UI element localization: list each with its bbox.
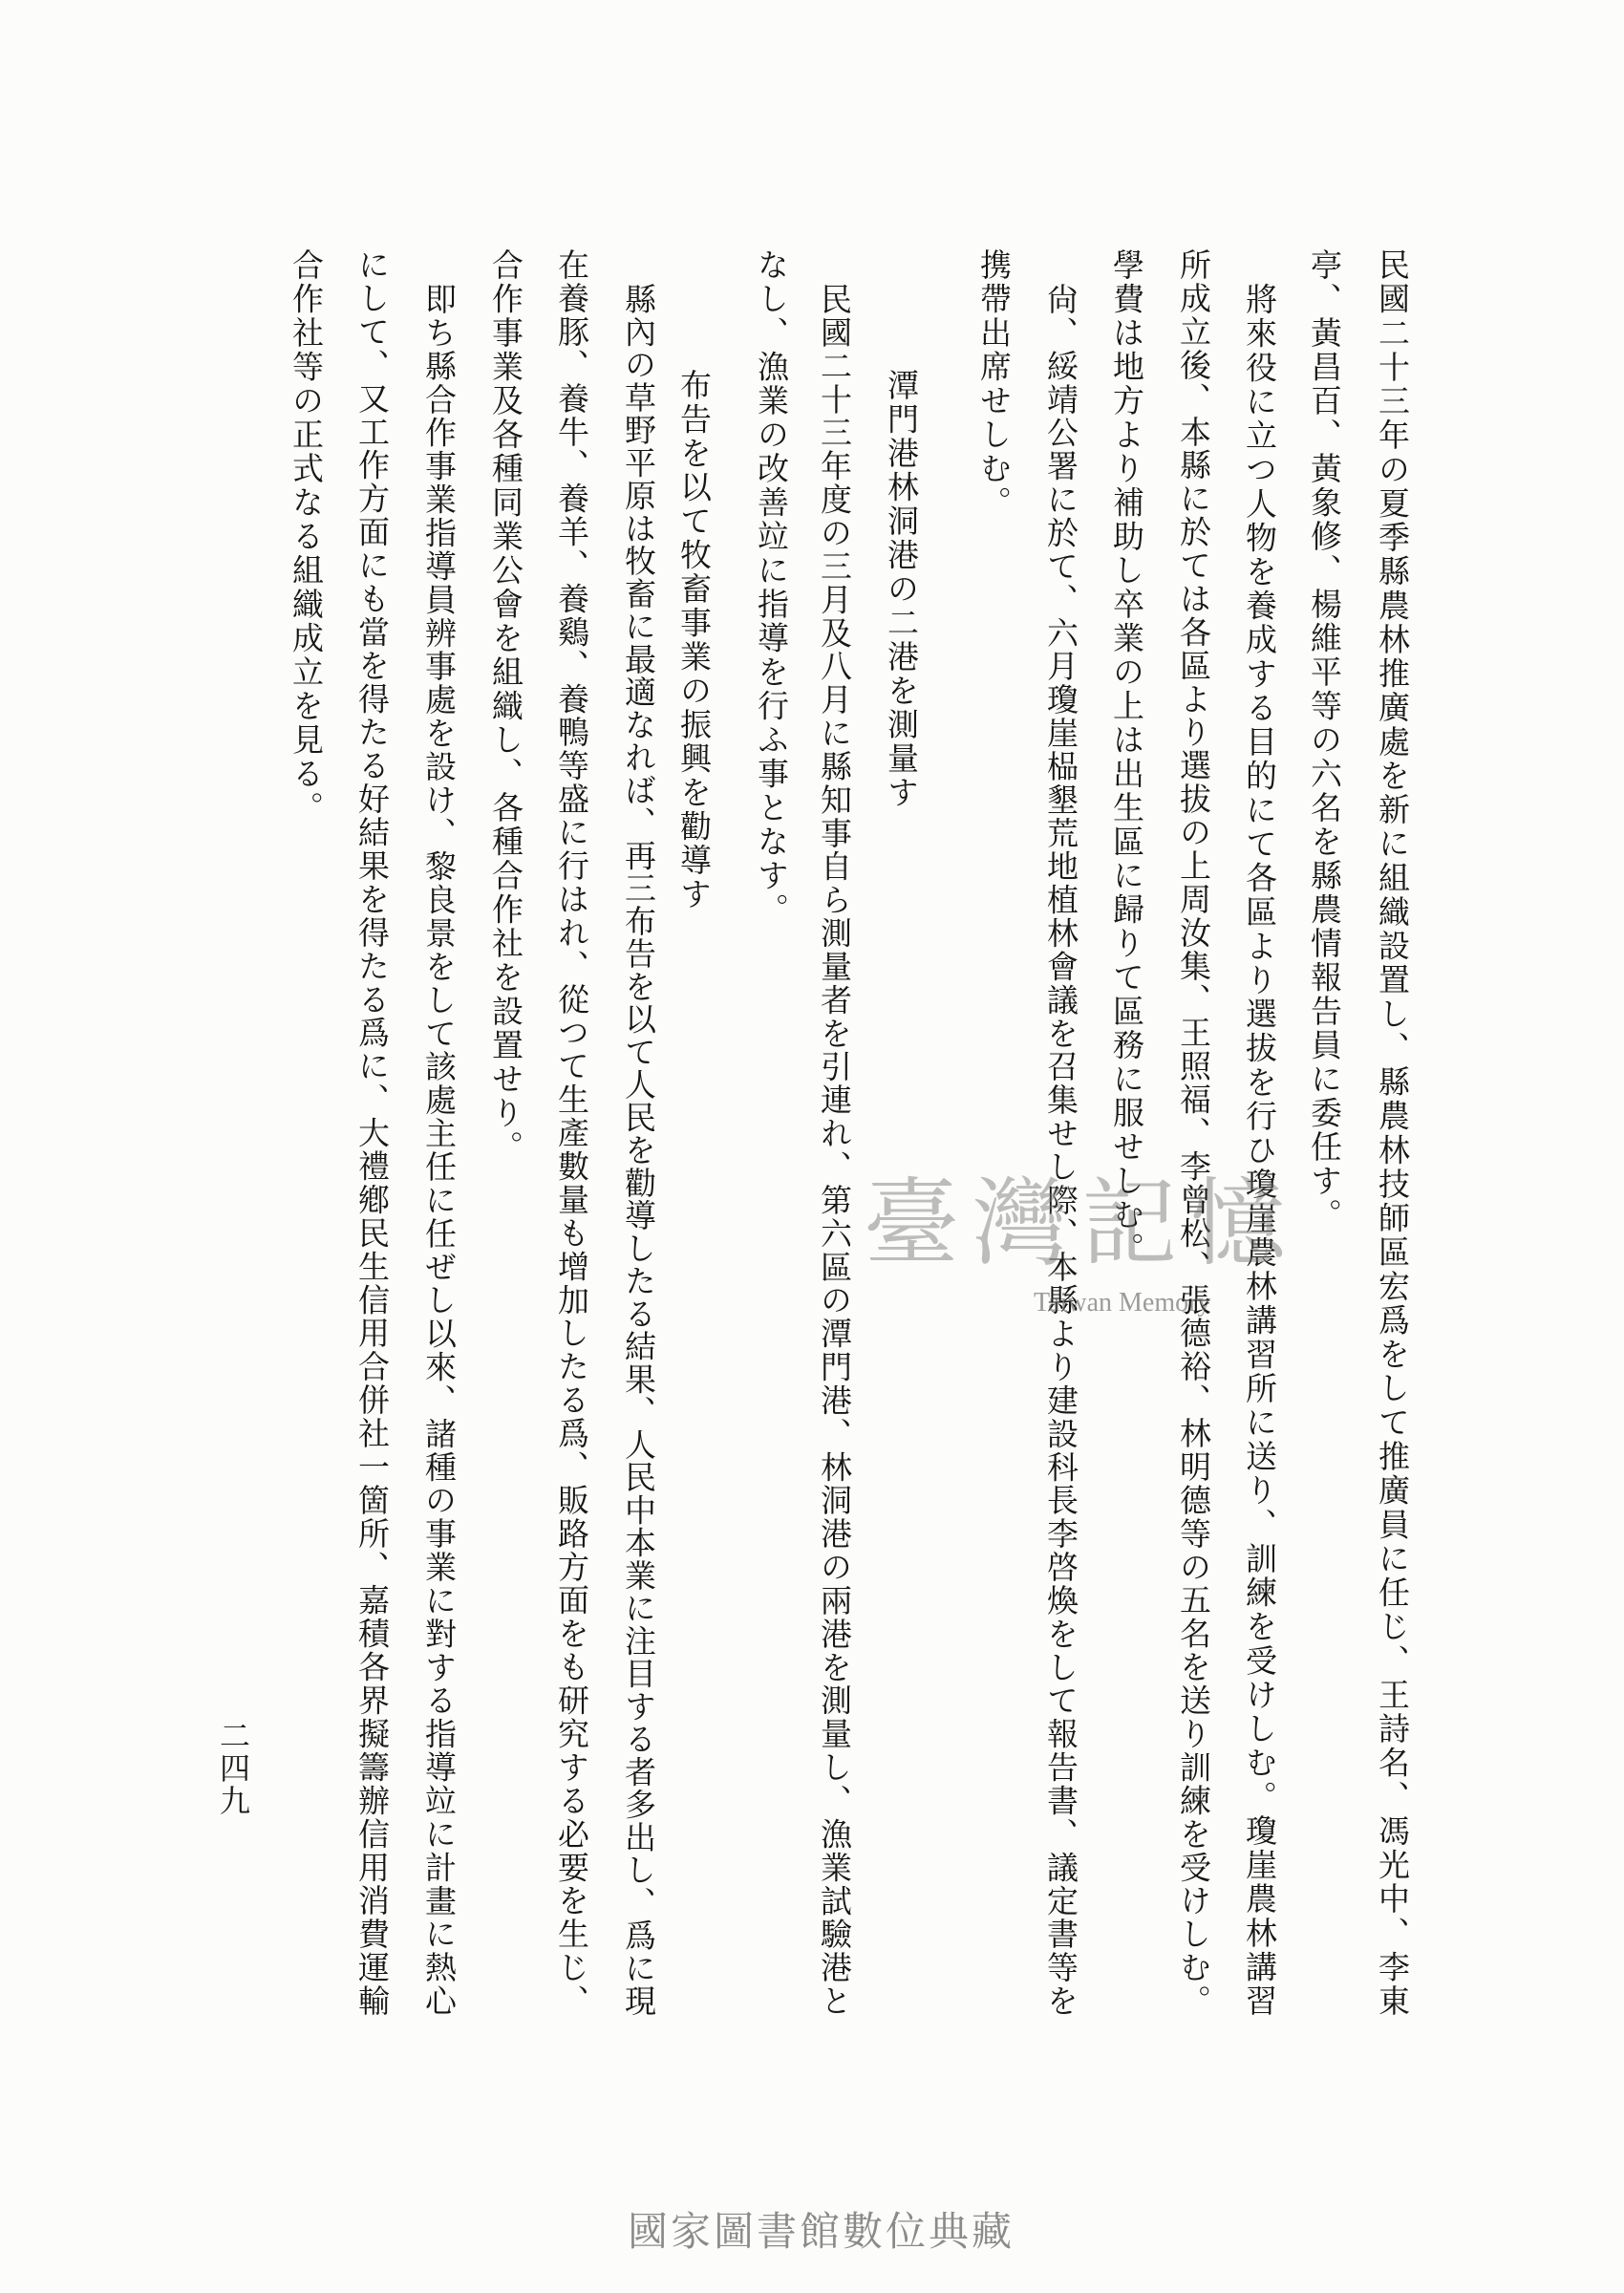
text-column: 在養豚、養牛、養羊、養鷄、養鴨等盛に行はれ、從つて生產數量も增加したる爲、販路方面をも研究する必要を生じ、: [553, 248, 590, 2017]
text-column: 合作社等の正式なる組織成立を見る。: [288, 248, 325, 825]
text-column: 民國二十三年の夏季縣農林推廣處を新に組織設置し、縣農林技師區宏爲をして推廣員に任じ、王詩名、馮光中、李東: [1374, 248, 1411, 2016]
section-heading-harbor-survey: 潭門港林洞港の二港を測量す: [883, 369, 920, 810]
text-column: にして、又工作方面にも當を得たる好結果を得たる爲に、大禮鄕民生信用合併社一箇所、嘉積各界擬籌辦信用消費運輸: [353, 248, 391, 2016]
watermark-logo-subtitle: Taiwan Memory: [1034, 1288, 1211, 1318]
text-column: 亭、黃昌百、黃象修、楊維平等の六名を縣農情報告員に委任す。: [1306, 248, 1343, 1232]
watermark-logo-title: 臺灣記憶: [864, 1168, 1299, 1279]
text-column: 即ち縣合作事業指導員辨事處を設け、黎良景をして該處主任に任ぜし以來、諸種の事業に對する指導竝に計畫に熱心: [420, 283, 458, 2016]
text-column: 民國二十三年度の三月及八月に縣知事自ら測量者を引連れ、第六區の潭門港、林洞港の兩港を測量し、漁業試驗港と: [816, 283, 853, 2017]
section-heading-livestock: 布告を以て牧畜事業の振興を勸導す: [675, 369, 713, 911]
text-column: 合作事業及各種同業公會を組織し、各種合作社を設置せり。: [487, 248, 524, 1165]
text-column: 將來役に立つ人物を養成する目的にて各區より選拔を行ひ瓊崖農林講習所に送り、訓練を受けしむ。瓊崖農林講習: [1241, 283, 1278, 2016]
text-column: 縣內の草野平原は牧畜に最適なれば、再三布告を以て人民を勸導したる結果、人民中本業に注目する者多出し、爲に現: [620, 283, 657, 2016]
text-column: 携帶出席せしむ。: [975, 248, 1013, 520]
text-column: なし、漁業の改善竝に指導を行ふ事となす。: [753, 248, 790, 927]
page-number: 二四九: [215, 1720, 251, 1817]
archive-footer-label: 國家圖書館數位典藏: [628, 2208, 1015, 2255]
text-column: 尙、綏靖公署に於て、六月瓊崖榀墾荒地植林會議を召集せし際、本縣より建設科長李啓煥をして報告書、議定書等を: [1042, 283, 1079, 2016]
text-column: 所成立後、本縣に於ては各區より選拔の上周汝集、王照福、李曾松、張德裕、林明德等の五名を送り訓練を受けしむ。: [1175, 248, 1212, 2016]
text-column: 學費は地方より補助し卒業の上は出生區に歸りて區務に服せしむ。: [1108, 248, 1145, 1266]
